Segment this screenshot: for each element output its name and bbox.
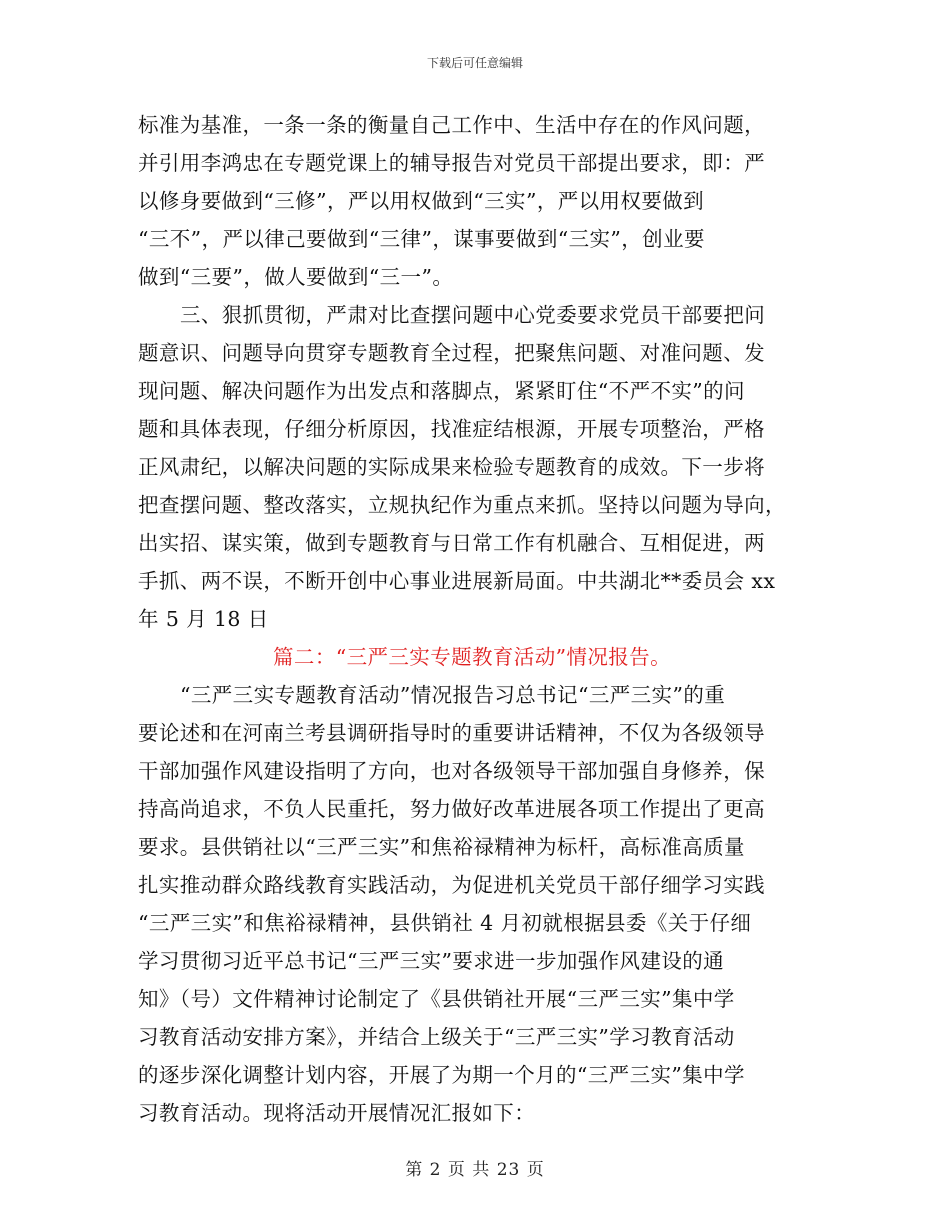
body-line: “三严三实”和焦裕禄精神，县供销社 4 月初就根据县委《关于仔细 [138, 911, 752, 935]
body-line: 习教育活动。现将活动开展情况汇报如下： [138, 1101, 536, 1125]
body-line: 题和具体表现，仔细分析原因，找准症结根源，开展专项整治，严格 [138, 417, 765, 441]
body-line: 以修身要做到“三修”，严以用权做到“三实”，严以用权要做到 [138, 189, 705, 213]
paragraph-start-line: “三严三实专题教育活动”情况报告习总书记“三严三实”的重 [180, 683, 726, 707]
body-line: 正风肃纪，以解决问题的实际成果来检验专题教育的成效。下一步将 [138, 455, 765, 479]
body-line: 并引用李鸿忠在专题党课上的辅导报告对党员干部提出要求，即：严 [138, 151, 765, 175]
body-line: 要论述和在河南兰考县调研指导时的重要讲话精神，不仅为各级领导 [138, 721, 765, 745]
body-line: 把查摆问题、整改落实，立规执纪作为重点来抓。坚持以问题为导向， [138, 493, 786, 517]
body-line: 学习贯彻习近平总书记“三严三实”要求进一步加强作风建设的通 [138, 949, 725, 973]
section-subtitle: 篇二：“三严三实专题教育活动”情况报告。 [273, 645, 671, 669]
paragraph-start-line: 三、狠抓贯彻，严肃对比查摆问题中心党委要求党员干部要把问 [180, 303, 766, 327]
document-body [138, 106, 806, 1132]
body-line: 的逐步深化调整计划内容，开展了为期一个月的“三严三实”集中学 [138, 1063, 745, 1087]
body-line: 年 5 月 18 日 [138, 607, 269, 631]
body-line: 习教育活动安排方案》，并结合上级关于“三严三实”学习教育活动 [138, 1025, 735, 1049]
page-footer: 第 2 页 共 23 页 [405, 1160, 545, 1180]
body-line: 知》（号）文件精神讨论制定了《县供销社开展“三严三实”集中学 [138, 987, 735, 1011]
body-line: 手抓、两不误，不断开创中心事业进展新局面。中共湖北**委员会 xx [138, 569, 776, 593]
body-line: 题意识、问题导向贯穿专题教育全过程，把聚焦问题、对准问题、发 [138, 341, 765, 365]
body-line: 要求。县供销社以“三严三实”和焦裕禄精神为标杆，高标准高质量 [138, 835, 745, 859]
body-line: 做到“三要”，做人要做到“三一”。 [138, 265, 454, 289]
body-line: 标准为基准，一条一条的衡量自己工作中、生活中存在的作风问题， [138, 113, 765, 137]
body-line: 扎实推动群众路线教育实践活动，为促进机关党员干部仔细学习实践 [138, 873, 765, 897]
body-line: 出实招、谋实策，做到专题教育与日常工作有机融合、互相促进，两 [138, 531, 765, 555]
body-line: 现问题、解决问题作为出发点和落脚点，紧紧盯住“不严不实”的问 [138, 379, 745, 403]
body-line: “三不”，严以律己要做到“三律”，谋事要做到“三实”，创业要 [138, 227, 705, 251]
body-line: 持高尚追求，不负人民重托，努力做好改革进展各项工作提出了更高 [138, 797, 765, 821]
body-line: 干部加强作风建设指明了方向，也对各级领导干部加强自身修养，保 [138, 759, 765, 783]
page-header: 下载后可任意编辑 [426, 56, 523, 70]
